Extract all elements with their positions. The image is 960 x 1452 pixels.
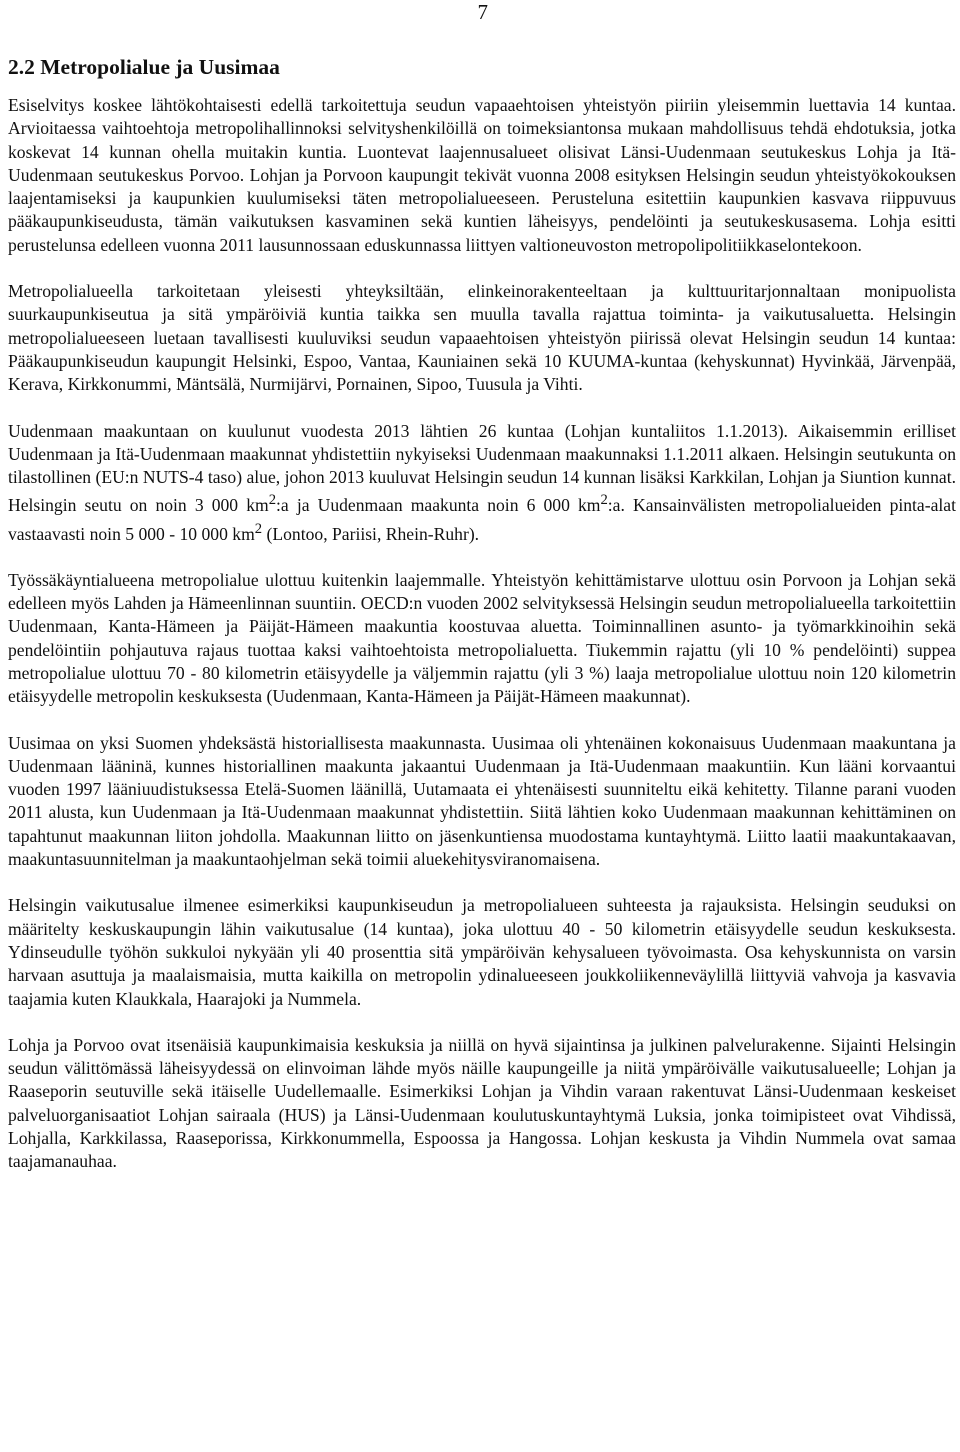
superscript: 2 [600,492,608,509]
paragraph-esiselvitys: Esiselvitys koskee lähtökohtaisesti edellä tarkoitettuja seudun vapaaehtoisen yhteistyön piiriin yleisemmin luettavia 14 kuntaa. Arvioitaessa vaihtoehtoja metropolihallinnoksi selvityshenkilöillä on toimeksiantonsa mukaan mahdollisuus tehdä ehdotuksia, jotka koskevat 14 kunnan ohella muitakin kuntia. Luontevat laajennusalueet olisivat Länsi-Uudenmaan seutukeskus Lohja ja Itä-Uudenmaan seutukeskus Porvoo. Lohjan ja Porvoon kaupungit tekivät vuonna 2008 esityksen Helsingin seudun yhteistyökokouksen laajentamiseksi ja kaupunkien kuulumiseksi täten metropolialueeseen. Perusteluna esitettiin kaupunkien kasvava riippuvuus pääkaupunkiseudusta, tämän vaikutuksen kasvaminen sekä kuntien läheisyys, pendelöinti ja seutukeskusasema. Lohja esitti perustelunsa edelleen vuonna 2011 lausunnossaan eduskunnassa liittyen valtioneuvoston metropolipolitiikkaselontekoon. [8,95,956,255]
paragraph-helsingin-vaikutusalue: Helsingin vaikutusalue ilmenee esimerkiksi kaupunkiseudun ja metropolialueen suhteesta ja rajauksista. Helsingin seuduksi on määritelty keskuskaupungin lähin vaikutusalue (14 kuntaa), joka ulottuu 40 - 50 kilometrin etäisyydelle seudun keskuksesta. Ydinseudulle työhön sukkuloi nykyään yli 40 prosenttia sitä ympäröivän kehysalueen työvoimasta. Osa kehyskunnista on varsin harvaan asuttuja ja maalaismaisia, mutta kaikilla on metropolin ydinalueeseen joukkoliikenneväylillä liittyviä vahvoja ja kasvavia taajamia kuten Klaukkala, Haarajoki ja Nummela. [8,895,956,1009]
paragraph-uudenmaan-maakunta [8,420,956,546]
page-number: 7 [477,0,488,24]
paragraph-text-segment: :a. Kansainvälisten metropolialueiden pinta-alat vastaavasti noin 5 000 - 10 000 km [8,495,956,544]
section-heading: 2.2 Metropolialue ja Uusimaa [8,55,280,79]
paragraph-text-segment: Uudenmaan maakuntaan on kuulunut vuodesta 2013 lähtien 26 kuntaa (Lohjan kuntaliitos 1.1.2013). Aikaisemmin erilliset Uudenmaan ja Itä-Uudenmaan maakunnat yhdistettiin nykyiseksi Uudenmaan maakunnaksi 1.1.2011 alkaen. Helsingin seutukunta on tilastollinen (EU:n NUTS-4 taso) alue, johon 2013 kuuluvat Helsingin seudun 14 kunnan lisäksi Karkkilan, Lohjan ja Siuntion kunnat. Helsingin seutu on noin 3 000 km [8,420,956,516]
body-text [8,94,956,1197]
paragraph-tyossakayntialue: Työssäkäyntialueena metropolialue ulottuu kuitenkin laajemmalle. Yhteistyön kehittämistarve ulottuu osin Porvoon ja Lohjan sekä edelleen myös Lahden ja Hämeenlinnan suuntiin. OECD:n vuoden 2002 selvityksessä Helsingin seudun metropolialueella tarkoitettiin Uudenmaan, Kanta-Hämeen ja Päijät-Hämeen maakuntia koostuvaa aluetta. Toiminnallinen asunto- ja työmarkkinoihin sekä pendelöintiin pohjautuva rajaus tuottaa kaksi vaihtoehtoista metropolialuetta. Tiukemmin rajattu (yli 10 % pendelöinti) suppea metropolialue ulottuu 70 - 80 kilometrin etäisyydelle ja väljemmin rajattu (yli 3 %) laaja metropolialue ulottuu noin 120 kilometrin etäisyydelle metropolin keskuksesta (Uudenmaan, Kanta-Hämeen ja Päijät-Hämeen maakunnat). [8,569,956,707]
paragraph-text-segment: :a ja Uudenmaan maakunta noin 6 000 km [276,495,601,516]
paragraph-metropolialue-definition: Metropolialueella tarkoitetaan yleisesti yhteyksiltään, elinkeinorakenteeltaan ja kulttuuritarjonnaltaan monipuolista suurkaupunkiseutua ja sitä ympäröiviä kuntia taikka sen muulla tavalla rajattua toiminta- ja vaikutusaluetta. Helsingin metropolialueeseen luetaan tavallisesti kuuluviksi seudun vapaaehtoisen yhteistyön piirissä olevat Helsingin seudun 14 kuntaa: Pääkaupunkiseudun kaupungit Helsinki, Espoo, Vantaa, Kauniainen sekä 10 KUUMA-kuntaa (kehyskunnat) Hyvinkää, Järvenpää, Kerava, Kirkkonummi, Mäntsälä, Nurmijärvi, Pornainen, Sipoo, Tuusula ja Vihti. [8,281,956,395]
superscript: 2 [254,520,263,537]
superscript: 2 [268,492,277,509]
paragraph-uusimaa-history: Uusimaa on yksi Suomen yhdeksästä historiallisesta maakunnasta. Uusimaa oli yhtenäinen kokonaisuus Uudenmaan maakuntana ja Uudenmaan lääninä, kunnes historiallinen maakunta jakaantui Uudenmaan ja Itä-Uudenmaan maakuntiin. Kun lääni korvaantui vuoden 1997 lääniuudistuksessa Etelä-Suomen läänillä, Uutamaata ei yhtenäisesti suunniteltu eikä kehitetty. Tilanne parani vuoden 2011 alusta, kun Uudenmaan ja Itä-Uudenmaan maakunnat yhdistettiin. Siitä lähtien koko Uudenmaan maakunnan kehittäminen on tapahtunut maakunnan liiton johdolla. Maakunnan liitto on jäsenkuntiensa muodostama kuntayhtymä. Liitto laatii maakuntakaavan, maakuntasuunnitelman ja maakuntaohjelman sekä toimii aluekehitysviranomaisena. [8,732,956,870]
paragraph-text-segment: (Lontoo, Pariisi, Rhein-Ruhr). [262,523,480,544]
paragraph-lohja-porvoo: Lohja ja Porvoo ovat itsenäisiä kaupunkimaisia keskuksia ja niillä on hyvä sijaintinsa ja julkinen palvelurakenne. Sijainti Helsingin seudun välittömässä läheisyydessä on elinvoiman lähde myös näille kaupungeille ja niitä ympäröivälle vaikutusalueelle; Lohjan ja Raaseporin seutuville sekä itäiselle Uudellemaalle. Esimerkiksi Lohjan ja Vihdin varaan rakentuvat Länsi-Uudenmaan keskeiset palveluorganisaatiot Lohjan sairaala (HUS) ja Länsi-Uudenmaan koulutuskuntayhtymä Luksia, jonka toimipisteet ovat Vihdissä, Lohjalla, Karkkilassa, Raaseporissa, Kirkkonummella, Espoossa ja Hangossa. Lohjan keskusta ja Vihdin Nummela ovat samaa taajamanauhaa. [8,1034,956,1172]
